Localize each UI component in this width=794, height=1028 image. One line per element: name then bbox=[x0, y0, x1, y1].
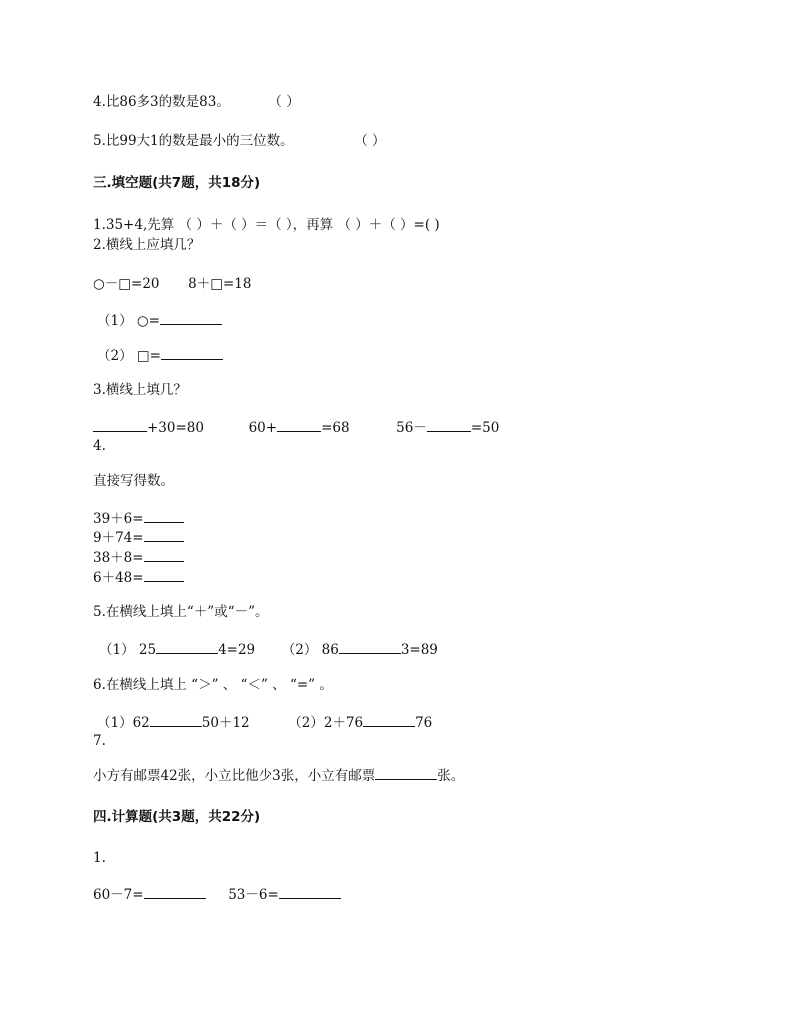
part-1-label: （1） 25 bbox=[99, 642, 157, 658]
answer-blank[interactable] bbox=[427, 418, 471, 432]
answer-blank[interactable] bbox=[339, 640, 401, 654]
fill-question-4-number: 4. bbox=[93, 438, 106, 454]
equation-2: 53－6= bbox=[228, 887, 279, 903]
equation-a: ○－□=20 bbox=[93, 276, 160, 292]
answer-blank[interactable] bbox=[156, 640, 218, 654]
item-expression: 6＋48= bbox=[93, 570, 144, 586]
answer-blank[interactable] bbox=[161, 346, 223, 360]
part-2-label: （2）2＋76 bbox=[288, 715, 364, 731]
section-4-heading: 四.计算题(共3题，共22分) bbox=[93, 809, 261, 825]
answer-blank[interactable] bbox=[144, 885, 206, 899]
fill-question-4-item-3 bbox=[93, 548, 184, 567]
equation-1-suffix: +30=80 bbox=[147, 420, 204, 436]
judge-question-5 bbox=[93, 132, 386, 150]
answer-blank[interactable] bbox=[279, 885, 341, 899]
item-expression: 9＋74= bbox=[93, 530, 144, 546]
answer-blank[interactable] bbox=[150, 713, 202, 727]
fill-question-3-title: 3.横线上填几？ bbox=[93, 382, 187, 398]
answer-parentheses[interactable]: （ ） bbox=[268, 94, 300, 110]
fill-question-5-title: 5.在横线上填上“＋”或“－”。 bbox=[93, 604, 269, 620]
sub-label: （1） ○= bbox=[97, 313, 160, 329]
equation-3-prefix: 56－ bbox=[396, 420, 427, 436]
answer-blank[interactable] bbox=[160, 311, 222, 325]
part-1-suffix: 4=29 bbox=[218, 642, 256, 658]
fill-question-7-number: 7. bbox=[93, 733, 106, 749]
fill-question-1: 1.35+4,先算 （ ）＋（ ）＝（ ），再算 （ ）＋（ ）=( ) bbox=[93, 217, 440, 233]
fill-question-3-equations bbox=[93, 418, 499, 437]
section-3-heading: 三.填空题(共7题，共18分) bbox=[93, 175, 261, 191]
part-2-suffix: 76 bbox=[415, 715, 433, 731]
part-2-label: （2） 86 bbox=[281, 642, 339, 658]
item-expression: 38＋8= bbox=[93, 550, 144, 566]
question-text-after: 张。 bbox=[437, 768, 465, 784]
answer-parentheses[interactable]: （ ） bbox=[354, 133, 386, 149]
part-2-suffix: 3=89 bbox=[400, 642, 438, 658]
part-1-suffix: 50＋12 bbox=[201, 715, 250, 731]
answer-blank[interactable] bbox=[363, 713, 415, 727]
fill-question-4-item-2 bbox=[93, 528, 184, 547]
part-1-label: （1）62 bbox=[97, 715, 150, 731]
equation-b: 8＋□=18 bbox=[188, 276, 252, 292]
answer-blank[interactable] bbox=[144, 548, 184, 562]
item-expression: 39＋6= bbox=[93, 511, 144, 527]
calc-question-1-equations bbox=[93, 885, 341, 904]
fill-question-4-item-4 bbox=[93, 568, 184, 587]
fill-question-6-parts bbox=[97, 713, 432, 732]
fill-question-2-title: 2.横线上应填几？ bbox=[93, 237, 201, 253]
fill-question-7-text bbox=[93, 766, 464, 785]
equation-3-suffix: =50 bbox=[470, 420, 500, 436]
answer-blank[interactable] bbox=[375, 766, 437, 780]
fill-question-2-equations bbox=[93, 275, 251, 293]
fill-question-5-parts bbox=[99, 640, 438, 659]
equation-2-suffix: =68 bbox=[321, 420, 350, 436]
answer-blank[interactable] bbox=[277, 418, 321, 432]
sub-label: （2） □= bbox=[97, 348, 161, 364]
fill-question-6-title: 6.在横线上填上 “＞” 、 “＜” 、 “=” 。 bbox=[93, 677, 333, 693]
fill-question-2-sub-1 bbox=[97, 311, 222, 330]
fill-question-2-sub-2 bbox=[97, 346, 223, 365]
fill-question-4-instruction: 直接写得数。 bbox=[93, 473, 174, 489]
answer-blank[interactable] bbox=[144, 568, 184, 582]
judge-question-4 bbox=[93, 93, 300, 111]
answer-blank[interactable] bbox=[144, 528, 184, 542]
equation-1: 60－7= bbox=[93, 887, 144, 903]
question-text: 5.比99大1的数是最小的三位数。 bbox=[93, 133, 294, 149]
equation-2-prefix: 60+ bbox=[248, 420, 278, 436]
answer-blank[interactable] bbox=[144, 509, 184, 523]
question-text: 4.比86多3的数是83。 bbox=[93, 94, 230, 110]
calc-question-1-number: 1. bbox=[93, 850, 106, 866]
answer-blank[interactable] bbox=[93, 418, 147, 432]
fill-question-4-item-1 bbox=[93, 509, 184, 528]
question-text-before: 小方有邮票42张，小立比他少3张，小立有邮票 bbox=[93, 768, 376, 784]
